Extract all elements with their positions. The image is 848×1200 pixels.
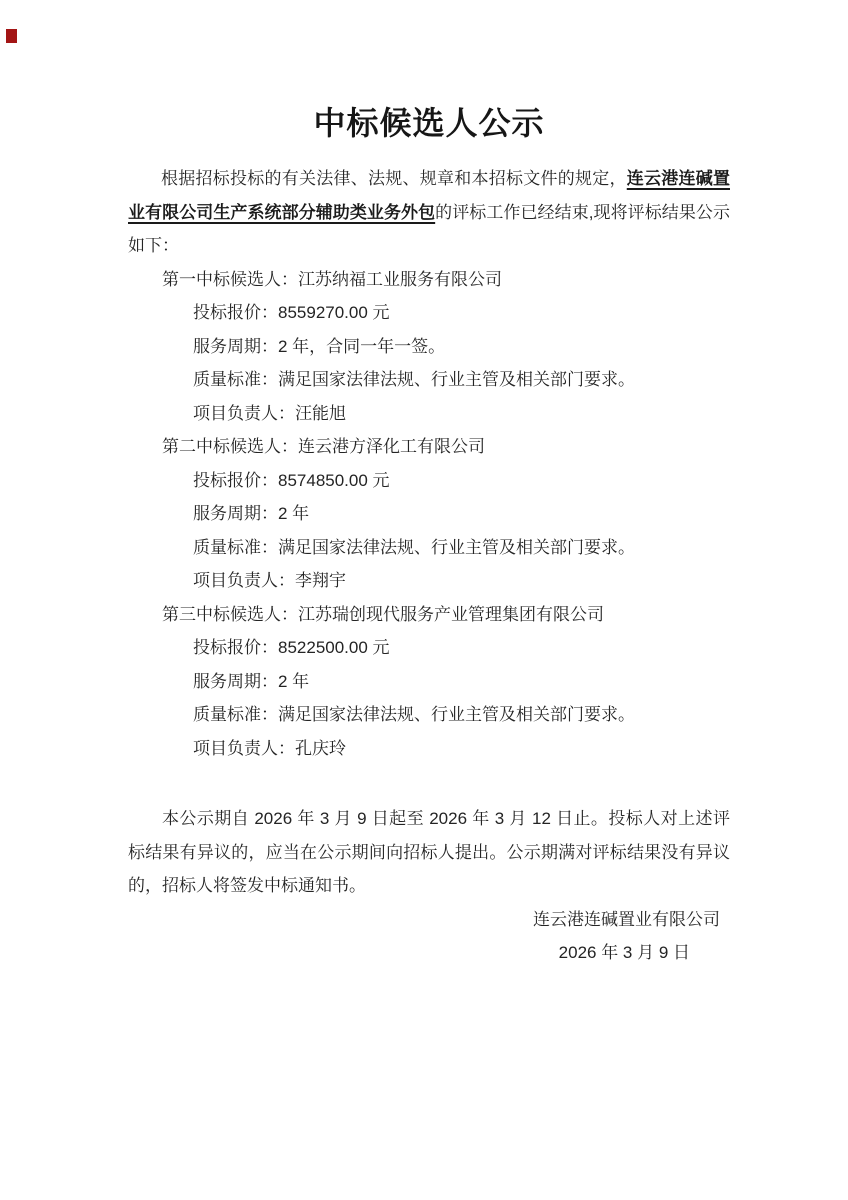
signature-date: 2026 年 3 月 9 日: [558, 943, 690, 962]
intro-suffix: 的评标工作已经结束,现将评标结果公示如下：: [128, 202, 730, 255]
red-marker: [6, 29, 17, 43]
candidate-2-bid-price: 投标报价：8574850.00 元: [193, 470, 390, 490]
candidate-2-company: 连云港方泽化工有限公司: [298, 437, 485, 456]
candidate-2-heading: [128, 430, 730, 464]
candidate-3-service-period: 服务周期：2 年: [193, 671, 310, 691]
intro-paragraph: [128, 162, 730, 263]
intro-prefix: 根据招标投标的有关法律、法规、规章和本招标文件的规定，: [161, 169, 627, 188]
candidate-2-project-manager: 项目负责人：李翔宇: [193, 571, 346, 590]
candidate-2-service-period: 服务周期：2 年: [193, 504, 310, 523]
candidate-3-company: 江苏瑞创现代服务产业管理集团有限公司: [298, 604, 604, 624]
candidate-2-rank-label: 第二中标候选人：: [162, 437, 298, 456]
candidate-3-rank-label: 第三中标候选人：: [162, 604, 298, 624]
project-name: 连云港连碱置业有限公司生产系统部分辅助类业务外包: [128, 169, 730, 222]
candidate-2-quality-standard: 质量标准：满足国家法律法规、行业主管及相关部门要求。: [193, 537, 635, 557]
candidate-3-heading: [128, 598, 730, 632]
candidate-3-bid-price: 投标报价：8522500.00 元: [193, 638, 390, 657]
document-body: [128, 0, 730, 970]
closing-paragraph: 本公示期自 2026 年 3 月 9 日起至 2026 年 3 月 12 日止。投标人对上述评标结果有异议的，应当在公示期间向招标人提出。公示期满对评标结果没有异议的，招标人将签发中标通知书。: [128, 809, 730, 895]
page-title: 中标候选人公示: [313, 105, 545, 141]
signature-company: 连云港连碱置业有限公司: [533, 909, 720, 929]
candidate-1-project-manager: 项目负责人：汪能旭: [193, 403, 346, 423]
candidate-3-project-manager: 项目负责人：孔庆玲: [193, 738, 346, 758]
candidate-1-rank-label: 第一中标候选人：: [162, 269, 298, 289]
candidate-1-heading: [128, 263, 730, 297]
candidate-1-bid-price: 投标报价：8559270.00 元: [193, 303, 390, 322]
candidate-1-quality-standard: 质量标准：满足国家法律法规、行业主管及相关部门要求。: [193, 370, 635, 389]
candidate-1-service-period: 服务周期：2 年，合同一年一签。: [193, 336, 446, 356]
candidate-1-company: 江苏纳福工业服务有限公司: [298, 269, 502, 289]
candidate-3-quality-standard: 质量标准：满足国家法律法规、行业主管及相关部门要求。: [193, 705, 635, 724]
